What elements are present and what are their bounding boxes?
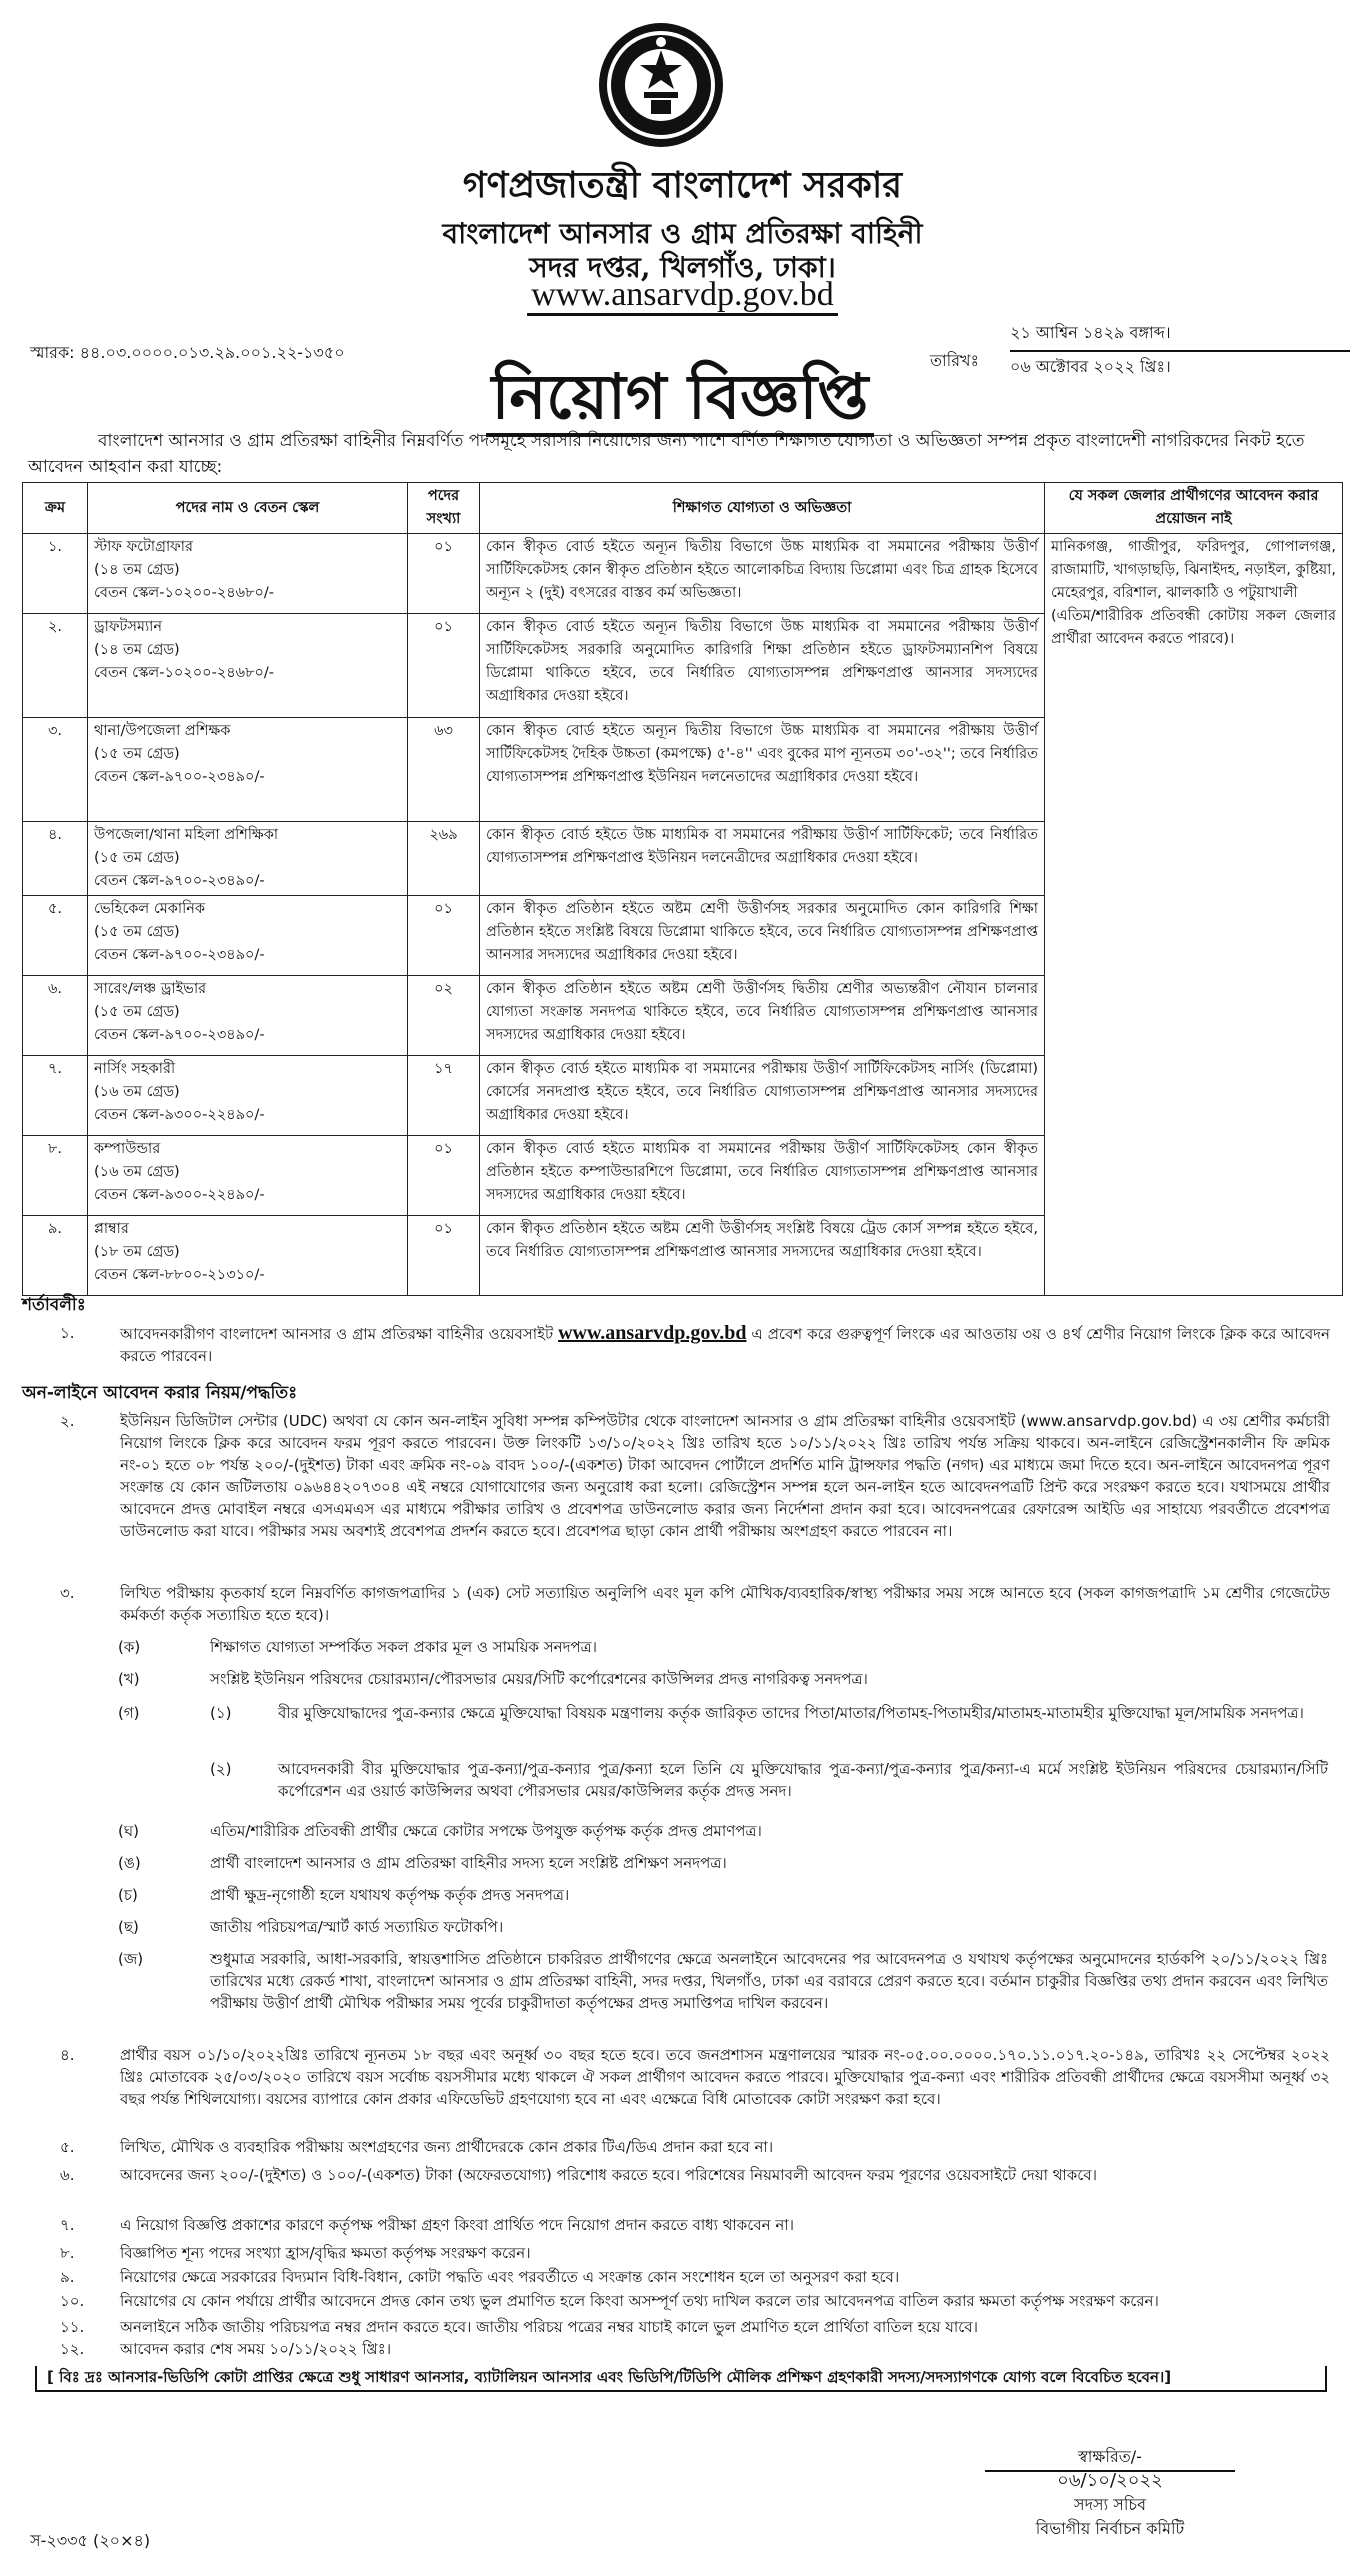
row-post xyxy=(88,718,408,822)
doc-text: শুধুমাত্র সরকারি, আধা-সরকারি, স্বায়ত্তশাসিত প্রতিষ্ঠানে চাকরিরত প্রার্থীগণের ক্ষেত্রে অনলাইনে আবেদনের পর আবেদনপত্র ও যথাযথ কর্তৃপক্ষের অনুমোদনের হার্ডকপি ২০/১১/২০২২ খ্রিঃ তারিখের মধ্যে রেকর্ড শাখা, বাংলাদেশ আনসার ও গ্রাম প্রতিরক্ষা বাহিনী, সদর দপ্তর, খিলগাঁও, ঢাকা এর বরাবরে প্রেরণ করতে হবে। বর্তমান চাকুরীর বিজ্ঞপ্তির তথ্য প্রদান করবেন এবং লিখিত পরীক্ষায় উত্তীর্ণ প্রার্থী মৌখিক পরীক্ষার সময় পূর্বের চাকুরীদাতা কর্তৃপক্ষের প্রদত্ত সমাপ্তিপত্র দাখিল করবেন। xyxy=(210,1950,1328,2012)
doc-key: (গ) xyxy=(118,1704,140,1722)
doc-subkey: (২) xyxy=(210,1760,232,1778)
post-name: কম্পাউন্ডার xyxy=(94,1141,161,1157)
post-name: নার্সিং সহকারী xyxy=(94,1061,176,1077)
row-count: ০১ xyxy=(408,614,480,718)
post-name: থানা/উপজেলা প্রশিক্ষক xyxy=(94,723,231,739)
doc-item xyxy=(118,1948,1328,2014)
row-post xyxy=(88,534,408,614)
doc-item xyxy=(118,1916,1328,1938)
term-text: লিখিত, মৌখিক ও ব্যবহারিক পরীক্ষায় অংশগ্রহণের জন্য প্রার্থীদেরকে কোন প্রকার টিএ/ডিএ প্রদান করা হবে না। xyxy=(120,2138,774,2156)
post-scale: বেতন স্কেল-৯৭০০-২৩৪৯০/- xyxy=(94,769,265,785)
row-count: ০১ xyxy=(408,896,480,976)
post-name: উপজেলা/থানা মহিলা প্রশিক্ষিকা xyxy=(94,827,279,843)
doc-text: আবেদনকারী বীর মুক্তিযোদ্ধার পুত্র-কন্যা/পুত্র-কন্যার পুত্র/কন্যা হলে তিনি যে মুক্তিযোদ্ধার পুত্র-কন্যা/পুত্র-কন্যার পুত্র/কন্যা-এ মর্মে সংশ্লিষ্ট ইউনিয়ন পরিষদের চেয়ারম্যান/সিটি কর্পোরেশন এর ওয়ার্ড কাউন্সিলর অথবা পৌরসভার মেয়র/কাউন্সিলর কর্তৃক প্রদত্ত সনদ। xyxy=(278,1760,1328,1800)
term-number: ১১. xyxy=(60,2318,85,2336)
post-grade: (১৪ তম গ্রেড) xyxy=(94,562,180,578)
row-count: ৬৩ xyxy=(408,718,480,822)
doc-text: জাতীয় পরিচয়পত্র/স্মার্ট কার্ড সত্যায়িত ফটোকপি। xyxy=(210,1918,504,1936)
row-post xyxy=(88,822,408,896)
date-label: তারিখঃ xyxy=(930,351,980,370)
term-number: ৮. xyxy=(60,2244,75,2262)
term-item xyxy=(30,2044,1330,2110)
post-name: সারেং/লঞ্চ ড্রাইভার xyxy=(94,981,207,997)
term-text: আবেদনের জন্য ২০০/-(দুইশত) ও ১০০/-(একশত) টাকা (অফেরতযোগ্য) পরিশোধ করতে হবে। পরিশেষের নিয়মাবলী আবেদন ফরম পূরণের ওয়েবসাইটে দেয়া থাকবে। xyxy=(120,2166,1098,2184)
signature-line xyxy=(985,2470,1235,2472)
term-item xyxy=(30,2214,1330,2236)
row-qualification: কোন স্বীকৃত প্রতিষ্ঠান হইতে অষ্টম শ্রেণী উত্তীর্ণসহ সংশ্লিষ্ট বিষয়ে ট্রেড কোর্স সম্পন্ন হইতে হইবে, তবে নির্ধারিত যোগ্যতাসম্পন্ন প্রশিক্ষণপ্রাপ্ত আনসার সদস্যদের অগ্রাধিকার দেওয়া হইবে। xyxy=(480,1216,1045,1296)
post-grade: (১৫ তম গ্রেড) xyxy=(94,924,180,940)
term-text: অনলাইনে সঠিক জাতীয় পরিচয়পত্র নম্বর প্রদান করতে হবে। জাতীয় পরিচয় পত্রের নম্বর যাচাই কালে ভুল প্রমাণিত হলে প্রার্থিতা বাতিল হয়ে যাবে। xyxy=(120,2318,978,2336)
doc-text: সংশ্লিষ্ট ইউনিয়ন পরিষদের চেয়ারম্যান/পৌরসভার মেয়র/সিটি কর্পোরেশনের কাউন্সিলর প্রদত্ত নাগরিকত্ব সনদপত্র। xyxy=(210,1670,868,1688)
term-number: ২. xyxy=(60,1412,75,1430)
terms-heading: শর্তাবলীঃ xyxy=(22,1295,86,1315)
office-address: সদর দপ্তর, খিলগাঁও, ঢাকা। xyxy=(529,251,836,284)
row-qualification: কোন স্বীকৃত প্রতিষ্ঠান হইতে অষ্টম শ্রেণী উত্তীর্ণসহ দ্বিতীয় শ্রেণীর অভ্যন্তরীণ নৌযান চালনার যোগ্যতা সংক্রান্ত সনদপত্র থাকিতে হইবে, তবে নির্ধারিত যোগ্যতাসম্পন্ন প্রশিক্ষণপ্রাপ্ত আনসার সদস্যদের অগ্রাধিকার দেওয়া হইবে। xyxy=(480,976,1045,1056)
header-post: পদের নাম ও বেতন স্কেল xyxy=(88,483,408,534)
post-scale: বেতন স্কেল-১০২০০-২৪৬৮০/- xyxy=(94,585,275,601)
term-number: ৬. xyxy=(60,2166,75,2184)
row-post xyxy=(88,1136,408,1216)
doc-key: (ছ) xyxy=(118,1918,139,1936)
signature-signed: স্বাক্ষরিত/- xyxy=(1078,2447,1142,2466)
row-post xyxy=(88,1056,408,1136)
post-grade: (১৫ তম গ্রেড) xyxy=(94,746,180,762)
row-count: ০২ xyxy=(408,976,480,1056)
row-serial: ৩. xyxy=(23,718,88,822)
header-serial: ক্রম xyxy=(23,483,88,534)
post-scale: বেতন স্কেল-১০২০০-২৪৬৮০/- xyxy=(94,665,275,681)
term-item-1 xyxy=(30,1322,1330,1367)
post-grade: (১৬ তম গ্রেড) xyxy=(94,1164,180,1180)
online-heading: অন-লাইনে আবেদন করার নিয়ম/পদ্ধতিঃ xyxy=(22,1383,298,1403)
header-count: পদের সংখ্যা xyxy=(408,483,480,534)
post-name: স্টাফ ফটোগ্রাফার xyxy=(94,539,193,555)
doc-item xyxy=(118,1702,1328,1724)
government-title: গণপ্রজাতন্ত্রী বাংলাদেশ সরকার xyxy=(462,164,903,206)
memo-number: স্মারক: ৪৪.০৩.০০০০.০১৩.২৯.০০১.২২-১৩৫০ xyxy=(30,343,345,362)
table-header-row xyxy=(23,483,1343,534)
term-item-2 xyxy=(30,1410,1330,1542)
row-serial: ৭. xyxy=(23,1056,88,1136)
row-qualification: কোন স্বীকৃত প্রতিষ্ঠান হইতে অষ্টম শ্রেণী উত্তীর্ণসহ সরকার অনুমোদিত কোন কারিগরি শিক্ষা প্রতিষ্ঠান হইতে সংশ্লিষ্ট বিষয়ে ডিপ্লোমা থাকিতে হইবে, তবে নির্ধারিত যোগ্যতাসম্পন্ন প্রশিক্ষণপ্রাপ্ত আনসার সদস্যদের অগ্রাধিকার দেওয়া হইবে। xyxy=(480,896,1045,976)
term-number: ১২. xyxy=(60,2340,85,2358)
term-text: লিখিত পরীক্ষায় কৃতকার্য হলে নিম্নবর্ণিত কাগজপত্রাদির ১ (এক) সেট সত্যায়িত অনুলিপি এবং মূল কপি মৌখিক/ব্যবহারিক/স্বাস্থ্য পরীক্ষার সময় সঙ্গে আনতে হবে (সকল কাগজপত্রাদি ১ম শ্রেণীর গেজেটেড কর্মকর্তা কর্তৃক সত্যায়িত হতে হবে)। xyxy=(120,1584,1330,1624)
term-item xyxy=(30,2290,1330,2312)
term-item xyxy=(30,2338,1330,2360)
term-number: ৫. xyxy=(60,2138,75,2156)
term-number: ৭. xyxy=(60,2216,75,2234)
row-post xyxy=(88,896,408,976)
doc-text: এতিম/শারীরিক প্রতিবন্ধী প্রার্থীর ক্ষেত্রে কোটার সপক্ষে উপযুক্ত কর্তৃপক্ষ কর্তৃক প্রদত্ত প্রমাণপত্র। xyxy=(210,1822,762,1840)
post-scale: বেতন স্কেল-৯৭০০-২৩৪৯০/- xyxy=(94,873,265,889)
row-qualification: কোন স্বীকৃত বোর্ড হইতে মাধ্যমিক বা সমমানের পরীক্ষায় উত্তীর্ণ সার্টিফিকেটসহ নার্সিং (ডিপ্লোমা) কোর্সের সনদপ্রাপ্ত হইতে হইবে, তবে নির্ধারিত যোগ্যতাসম্পন্ন প্রশিক্ষণপ্রাপ্ত আনসার সদস্যদের অগ্রাধিকার দেওয়া হইবে। xyxy=(480,1056,1045,1136)
doc-item xyxy=(118,1668,1328,1690)
row-qualification: কোন স্বীকৃত বোর্ড হইতে অন্যূন দ্বিতীয় বিভাগে উচ্চ মাধ্যমিক বা সমমানের পরীক্ষায় উত্তীর্ণ সার্টিফিকেটসহ সরকারি অনুমোদিত কারিগরি শিক্ষা প্রতিষ্ঠান হইতে ড্রাফটসম্যানশিপ বিষয়ে ডিপ্লোমা থাকিতে হইবে, তবে নির্ধারিত যোগ্যতাসম্পন্ন প্রশিক্ষণপ্রাপ্ত আনসার সদস্যদের অগ্রাধিকার দেওয়া হইবে। xyxy=(480,614,1045,718)
term-text: নিয়োগের ক্ষেত্রে সরকারের বিদ্যমান বিধি-বিধান, কোটা পদ্ধতি এবং পরবর্তীতে এ সংক্রান্ত কোন সংশোধন হলে তা অনুসরণ করা হবে। xyxy=(120,2268,900,2286)
post-scale: বেতন স্কেল-৯৩০০-২২৪৯০/- xyxy=(94,1187,265,1203)
row-qualification: কোন স্বীকৃত বোর্ড হইতে অন্যূন দ্বিতীয় বিভাগে উচ্চ মাধ্যমিক বা সমমানের পরীক্ষায় উত্তীর্ণ সার্টিফিকেটসহ দৈহিক উচ্চতা (কমপক্ষে) ৫'-৪'' এবং বুকের মাপ ন্যূনতম ৩০'-৩২''; তবে নির্ধারিত যোগ্যতাসম্পন্ন প্রশিক্ষণপ্রাপ্ত ইউনিয়ন দলনেতাদের অগ্রাধিকার দেওয়া হইবে। xyxy=(480,718,1045,822)
post-grade: (১৮ তম গ্রেড) xyxy=(94,1244,180,1260)
doc-item xyxy=(118,1852,1328,1874)
print-code: স-২৩৩৫ (২০×৪) xyxy=(30,2531,151,2550)
doc-item xyxy=(118,1636,1328,1658)
term-text: আবেদনকারীগণ বাংলাদেশ আনসার ও গ্রাম প্রতিরক্ষা বাহিনীর ওয়েবসাইট xyxy=(120,1325,554,1343)
doc-item xyxy=(118,1758,1328,1802)
post-scale: বেতন স্কেল-৯৭০০-২৩৪৯০/- xyxy=(94,947,265,963)
header-districts: যে সকল জেলার প্রার্থীগণের আবেদন করার প্রয়োজন নাই xyxy=(1045,483,1343,534)
term-text: এ প্রবেশ করে গুরুত্বপূর্ণ লিংকে এর আওতায় ৩য় ও ৪র্থ শ্রেণীর নিয়োগ লিংকে ক্লিক করে আবেদন করতে পারবেন। xyxy=(120,1325,1330,1365)
row-serial: ৯. xyxy=(23,1216,88,1296)
row-count: ২৬৯ xyxy=(408,822,480,896)
term-text: বিজ্ঞাপিত শূন্য পদের সংখ্যা হ্রাস/বৃদ্ধির ক্ষমতা কর্তৃপক্ষ সংরক্ষণ করেন। xyxy=(120,2244,531,2262)
row-count: ০১ xyxy=(408,1216,480,1296)
doc-text: প্রার্থী বাংলাদেশ আনসার ও গ্রাম প্রতিরক্ষা বাহিনীর সদস্য হলে সংশ্লিষ্ট প্রশিক্ষণ সনদপত্র। xyxy=(210,1854,727,1872)
term-number: ১. xyxy=(60,1324,75,1342)
excluded-districts-cell xyxy=(1045,534,1343,1296)
term-number: ১০. xyxy=(60,2292,85,2310)
signature-designation: সদস্য সচিব xyxy=(1074,2495,1146,2514)
doc-item xyxy=(118,1884,1328,1906)
row-qualification: কোন স্বীকৃত বোর্ড হইতে অন্যূন দ্বিতীয় বিভাগে উচ্চ মাধ্যমিক বা সমমানের পরীক্ষায় উত্তীর্ণ সার্টিফিকেটসহ কোন স্বীকৃত প্রতিষ্ঠান হইতে আলোকচিত্র বিদ্যায় ডিপ্লোমা এবং চিত্র গ্রাহক হিসেবে অন্যূন ২ (দুই) বৎসরের বাস্তব কর্ম অভিজ্ঞতা। xyxy=(480,534,1045,614)
header-qualification: শিক্ষাগত যোগ্যতা ও অভিজ্ঞতা xyxy=(480,483,1045,534)
doc-subkey: (১) xyxy=(210,1704,232,1722)
doc-item xyxy=(118,1820,1328,1842)
intro-paragraph: বাংলাদেশ আনসার ও গ্রাম প্রতিরক্ষা বাহিনীর নিম্নবর্ণিত পদসমূহে সরাসরি নিয়োগের জন্য পাশে বর্ণিত শিক্ষাগত যোগ্যতা ও অভিজ্ঞতা সম্পন্ন প্রকৃত বাংলাদেশী নাগরিকদের নিকট হতে আবেদন আহবান করা যাচ্ছে: xyxy=(28,431,1305,477)
website-link[interactable]: www.ansarvdp.gov.bd xyxy=(0,276,1365,314)
row-post xyxy=(88,614,408,718)
doc-text: বীর মুক্তিযোদ্ধাদের পুত্র-কন্যার ক্ষেত্রে মুক্তিযোদ্ধা বিষয়ক মন্ত্রণালয় কর্তৃক জারিকৃত তাদের পিতা/মাতার/পিতামহ-পিতামহীর/মাতামহ-মাতামহীর মুক্তিযোদ্ধা মূল/সাময়িক সনদপত্র। xyxy=(278,1704,1304,1722)
doc-text: শিক্ষাগত যোগ্যতা সম্পর্কিত সকল প্রকার মূল ও সাময়িক সনদপত্র। xyxy=(210,1638,598,1656)
row-qualification: কোন স্বীকৃত বোর্ড হইতে মাধ্যমিক বা সমমানের পরীক্ষায় উত্তীর্ণ সার্টিফিকেটসহ কোন স্বীকৃত প্রতিষ্ঠান হইতে কম্পাউন্ডারশিপে ডিপ্লোমা, তবে নির্ধারিত যোগ্যতাসম্পন্ন প্রশিক্ষণপ্রাপ্ত আনসার সদস্যদের অগ্রাধিকার দেওয়া হইবে। xyxy=(480,1136,1045,1216)
doc-key: (ঙ) xyxy=(118,1854,141,1872)
term-text: নিয়োগের যে কোন পর্যায়ে প্রার্থীর আবেদনে প্রদত্ত কোন তথ্য ভুল প্রমাণিত হলে কিংবা অসম্পূর্ণ তথ্য দাখিল করলে তার আবেদনপত্র বাতিল করার ক্ষমতা কর্তৃপক্ষ সংরক্ষণ করেন। xyxy=(120,2292,1159,2310)
doc-key: (খ) xyxy=(118,1670,140,1688)
term-item xyxy=(30,2164,1330,2186)
note-box xyxy=(35,2366,1335,2392)
term-item xyxy=(30,2266,1330,2288)
doc-key: (চ) xyxy=(118,1886,138,1904)
post-grade: (১৫ তম গ্রেড) xyxy=(94,850,180,866)
doc-key: (ক) xyxy=(118,1638,141,1656)
doc-key: (জ) xyxy=(118,1950,144,1968)
signature-date: ০৬/১০/২০২২ xyxy=(1057,2470,1163,2491)
posts-table xyxy=(22,482,1343,1296)
post-scale: বেতন স্কেল-৮৮০০-২১৩১০/- xyxy=(94,1267,265,1283)
term-text: প্রার্থীর বয়স ০১/১০/২০২২খ্রিঃ তারিখে ন্যূনতম ১৮ বছর এবং অনূর্ধ্ব ৩০ বছর হতে হবে। তবে জনপ্রশাসন মন্ত্রণালয়ের স্মারক নং-০৫.০০.০০০০.১৭০.১১.০১৭.২০-১৪৯, তারিখঃ ২২ সেপ্টেম্বর ২০২২ খ্রিঃ মোতাবেক ২৫/০৩/২০২০ তারিখে বয়স সর্বোচ্চ বয়সসীমার মধ্যে থাকলে ঐ সকল প্রার্থীগণ আবেদন করতে পারবে। মুক্তিযোদ্ধার পুত্র-কন্যা এবং শারীরিক প্রতিবন্ধী প্রার্থীদের ক্ষেত্রে বয়সসীমা অনূর্ধ্ব ৩২ বছর পর্যন্ত শিথিলযোগ্য। বয়সের ব্যাপারে কোন প্রকার এফিডেভিট গ্রহণযোগ্য হবে না এবং এক্ষেত্রে বিধি মোতাবেক কোটা সংরক্ষণ করা হবে। xyxy=(120,2046,1330,2108)
term-website-link[interactable]: www.ansarvdp.gov.bd xyxy=(558,1322,747,1344)
signature-committee: বিভাগীয় নির্বাচন কমিটি xyxy=(1035,2519,1185,2538)
date-bangla: ২১ আশ্বিন ১৪২৯ বঙ্গাব্দ। xyxy=(1010,323,1171,342)
term-text: আবেদন করার শেষ সময় ১০/১১/২০২২ খ্রিঃ। xyxy=(120,2340,392,2358)
post-scale: বেতন স্কেল-৯৩০০-২২৪৯০/- xyxy=(94,1107,265,1123)
post-grade: (১৪ তম গ্রেড) xyxy=(94,642,180,658)
row-serial: ৫. xyxy=(23,896,88,976)
row-post xyxy=(88,976,408,1056)
term-item xyxy=(30,2316,1330,2338)
page-title: নিয়োগ বিজ্ঞপ্তি xyxy=(430,362,930,432)
doc-text: প্রার্থী ক্ষুদ্র-নৃগোষ্ঠী হলে যথাযথ কর্তৃপক্ষ কর্তৃক প্রদত্ত সনদপত্র। xyxy=(210,1886,570,1904)
row-qualification: কোন স্বীকৃত বোর্ড হইতে উচ্চ মাধ্যমিক বা সমমানের পরীক্ষায় উত্তীর্ণ সার্টিফিকেট; তবে নির্ধারিত যোগ্যতাসম্পন্ন প্রশিক্ষণপ্রাপ্ত ইউনিয়ন দলনেত্রীদের অগ্রাধিকার দেওয়া হইবে। xyxy=(480,822,1045,896)
post-grade: (১৬ তম গ্রেড) xyxy=(94,1084,180,1100)
government-emblem-icon xyxy=(596,20,726,150)
term-text: ইউনিয়ন ডিজিটাল সেন্টার (UDC) অথবা যে কোন অন-লাইন সুবিধা সম্পন্ন কম্পিউটার থেকে বাংলাদেশ আনসার ও গ্রাম প্রতিরক্ষা বাহিনীর ওয়েবসাইট (www.ansarvdp.gov.bd) এ ৩য় শ্রেণীর কর্মচারী নিয়োগ লিংকে ক্লিক করে আবেদন ফরম পূরণ করতে পারবেন। উক্ত লিংকটি ১৩/১০/২০২২ খ্রিঃ তারিখ হতে ১০/১১/২০২২ খ্রিঃ তারিখ পর্যন্ত সক্রিয় থাকবে। অন-লাইনে রেজিস্ট্রেশনকালীন ফি ক্রমিক নং-০১ হতে ০৮ পর্যন্ত ২০০/-(দুইশত) টাকা এবং ক্রমিক নং-০৯ বাবদ ১০০/-(একশত) টাকা আবেদন পোর্টালে প্রদর্শিত মানি ট্রান্সফার পদ্ধতি (নগদ) এর মাধ্যমে জমা দিতে হবে। অন-লাইনে আবেদনপত্র পূরণ সংক্রান্ত যে কোন জটিলতায় ০৯৬৪৪২০৭৩০৪ এই নম্বরে যোগাযোগের জন্য অনুরোধ করা হলো। রেজিস্ট্রেশন সম্পন্ন হলে অন-লাইন হতে আবেদনপত্রটি প্রিন্ট করে সংরক্ষণ করতে হবে। যথাসময়ে প্রার্থীর আবেদনে প্রদত্ত মোবাইল নম্বরে এসএমএস এর মাধ্যমে পরীক্ষার তারিখ ও প্রবেশপত্র ডাউনলোড করার জন্য নির্দেশনা প্রদান করা হবে। আবেদনপত্রের রেফারেন্স আইডি এর সাহায্যে পরবর্তীতে প্রবেশপত্র ডাউনলোড করা যাবে। পরীক্ষার সময় অবশ্যই প্রবেশপত্র প্রদর্শন করতে হবে। প্রবেশপত্র ছাড়া কোন প্রার্থী পরীক্ষায় অংশগ্রহণ করতে পারবেন না। xyxy=(120,1412,1330,1540)
row-count: ০১ xyxy=(408,1136,480,1216)
term-number: ৯. xyxy=(60,2268,75,2286)
post-scale: বেতন স্কেল-৯৭০০-২৩৪৯০/- xyxy=(94,1027,265,1043)
doc-key: (ঘ) xyxy=(118,1822,139,1840)
term-item xyxy=(30,2242,1330,2264)
excluded-note: (এতিম/শারীরিক প্রতিবন্ধী কোটায় সকল জেলার প্রার্থীরা আবেদন করতে পারবে)। xyxy=(1051,608,1336,647)
row-count: ০১ xyxy=(408,534,480,614)
term-item xyxy=(30,2136,1330,2158)
row-post xyxy=(88,1216,408,1296)
organization-name: বাংলাদেশ আনসার ও গ্রাম প্রতিরক্ষা বাহিনী xyxy=(442,217,923,250)
post-grade: (১৫ তম গ্রেড) xyxy=(94,1004,180,1020)
row-serial: ৪. xyxy=(23,822,88,896)
term-text: এ নিয়োগ বিজ্ঞপ্তি প্রকাশের কারণে কর্তৃপক্ষ পরীক্ষা গ্রহণ কিংবা প্রার্থিত পদে নিয়োগ প্রদান করতে বাধ্য থাকবেন না। xyxy=(120,2216,795,2234)
post-name: প্লাম্বার xyxy=(94,1221,129,1237)
row-count: ১৭ xyxy=(408,1056,480,1136)
row-serial: ২. xyxy=(23,614,88,718)
table-row xyxy=(23,534,1343,614)
note-text: [ বিঃ দ্রঃ আনসার-ভিডিপি কোটা প্রাপ্তির ক্ষেত্রে শুধু সাধারণ আনসার, ব্যাটালিয়ন আনসার এবং ভিডিপি/টিডিপি মৌলিক প্রশিক্ষণ গ্রহণকারী সদস্য/সদস্যাগণকে যোগ্য বলে বিবেচিত হবেন।] xyxy=(35,2366,1327,2392)
post-name: ড্রাফটসম্যান xyxy=(94,619,163,635)
row-serial: ৮. xyxy=(23,1136,88,1216)
post-name: ভেহিকেল মেকানিক xyxy=(94,901,206,917)
term-item-3 xyxy=(30,1582,1330,1626)
row-serial: ৬. xyxy=(23,976,88,1056)
term-number: ৪. xyxy=(60,2046,75,2064)
term-number: ৩. xyxy=(60,1584,75,1602)
date-english: ০৬ অক্টোবর ২০২২ খ্রিঃ। xyxy=(1010,350,1350,381)
excluded-districts: মানিকগঞ্জ, গাজীপুর, ফরিদপুর, গোপালগঞ্জ, রাজামাটি, খাগড়াছড়ি, ঝিনাইদহ, নড়াইল, কুষ্টিয়া, মেহেরপুর, বরিশাল, ঝালকাঠি ও পটুয়াখালী xyxy=(1051,539,1336,601)
row-serial: ১. xyxy=(23,534,88,614)
